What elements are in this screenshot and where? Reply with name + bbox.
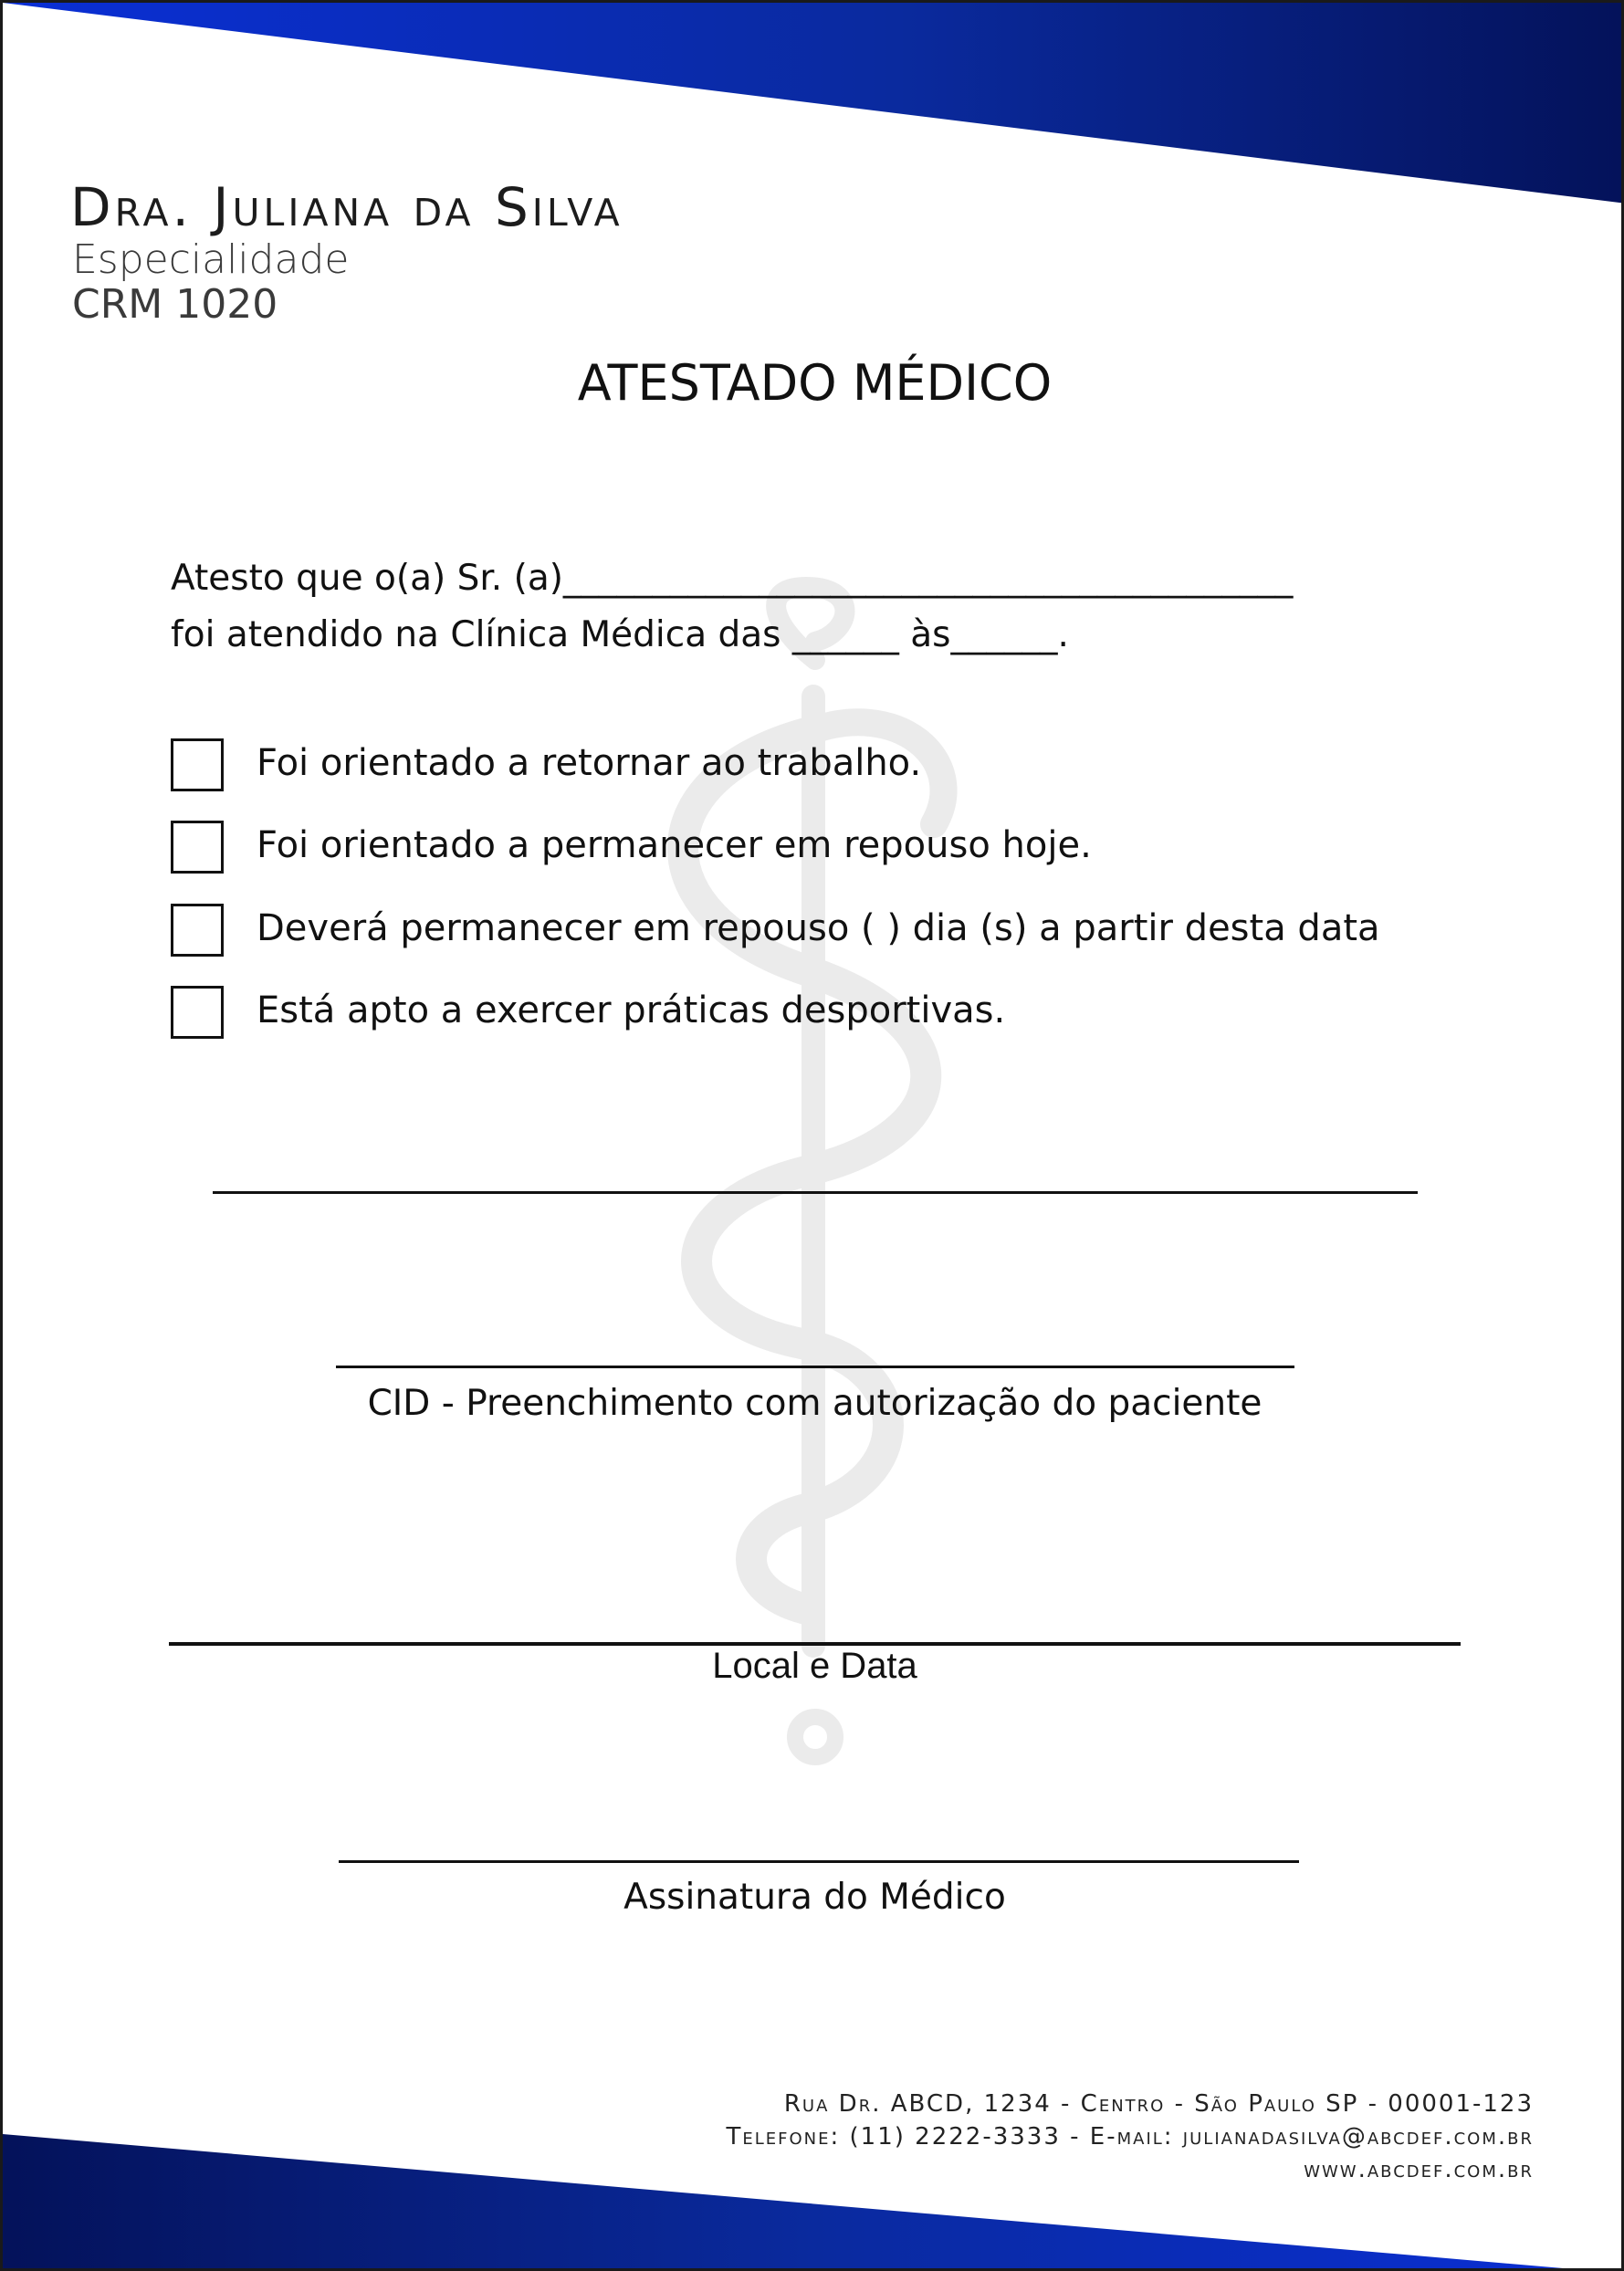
checkbox-return-to-work[interactable] <box>171 738 224 791</box>
signature-field-line[interactable] <box>339 1860 1299 1863</box>
bottom-accent-band <box>3 2134 1624 2271</box>
signature-caption: Assinatura do Médico <box>623 1877 1006 1918</box>
footer-contact: Telefone: (11) 2222-3333 - E-mail: julianadasilva@abcdef.com.br <box>726 2123 1534 2151</box>
checkbox-rest-days[interactable] <box>171 904 224 957</box>
doctor-name: Dra. Juliana da Silva <box>70 176 623 238</box>
statement-line-time: foi atendido na Clínica Médica das ______ às______. <box>171 614 1069 655</box>
statement-line-patient: Atesto que o(a) Sr. (a)_________________________________________ <box>171 558 1294 599</box>
document-title: ATESTADO MÉDICO <box>577 354 1053 412</box>
checkbox-label: Está apto a exercer práticas desportivas. <box>257 989 1006 1031</box>
checkbox-rest-today[interactable] <box>171 821 224 874</box>
top-accent-band <box>3 3 1624 204</box>
checkbox-label: Foi orientado a permanecer em repouso hoje. <box>257 824 1092 866</box>
local-date-caption: Local e Data <box>712 1646 917 1686</box>
checkbox-sports-fit[interactable] <box>171 986 224 1039</box>
doctor-specialty: Especialidade <box>72 236 350 283</box>
footer-website: www.abcdef.com.br <box>1304 2156 1534 2183</box>
background-graphics <box>3 3 1624 2271</box>
checkbox-label: Deverá permanecer em repouso ( ) dia (s) a partir desta data <box>257 907 1380 949</box>
doctor-crm: CRM 1020 <box>72 281 278 328</box>
blank-line[interactable] <box>213 1191 1418 1194</box>
cid-caption: CID - Preenchimento com autorização do paciente <box>367 1383 1263 1424</box>
footer-address: Rua Dr. ABCD, 1234 - Centro - São Paulo SP - 00001-123 <box>783 2090 1534 2118</box>
cid-field-line[interactable] <box>336 1366 1294 1368</box>
checkbox-label: Foi orientado a retornar ao trabalho. <box>257 742 922 784</box>
